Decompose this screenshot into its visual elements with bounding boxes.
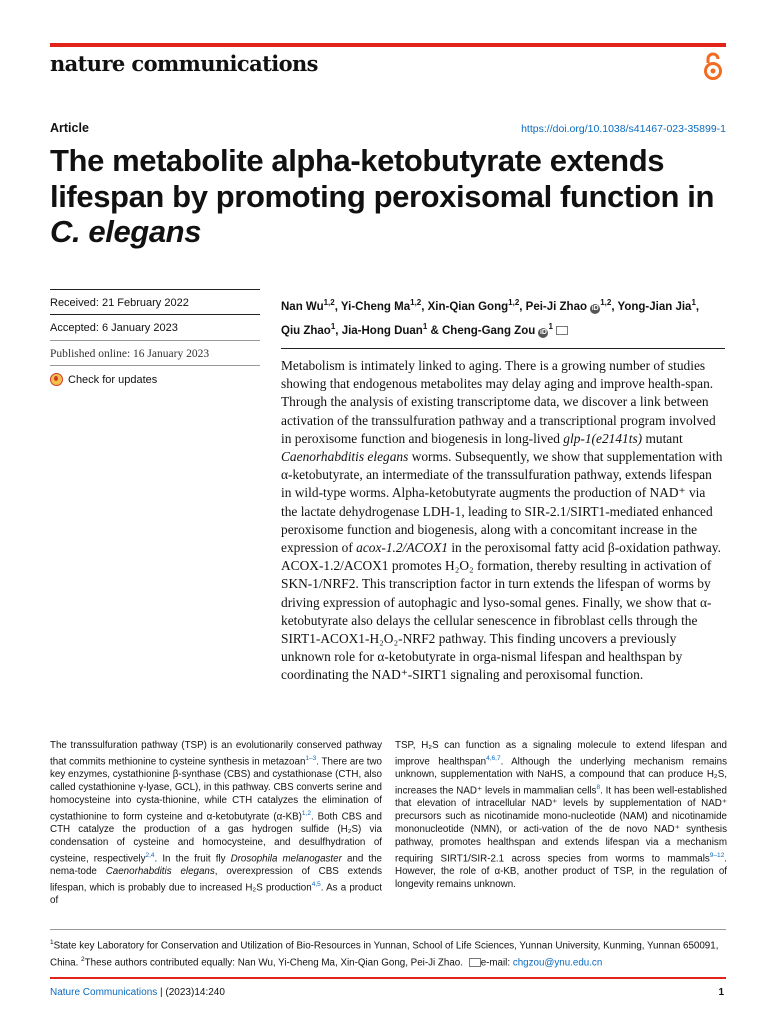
- author-name[interactable]: Jia-Hong Duan: [341, 324, 423, 337]
- citation-link[interactable]: 1–3: [305, 754, 317, 762]
- accepted-date: Accepted: 6 January 2023: [50, 314, 260, 334]
- abstract: Metabolism is intimately linked to aging. There is a growing number of studies showing that endogenous metabolites may delay aging and improve health-span. Through the analysis of existing transcriptome data, we discover a link between activation of the transsulfuration pathway and a transcriptional program involved in peroxisome function and biogenesis in long-lived glp-1(e2141ts) mutant Caenorhabditis elegans worms. Subsequently, we show that supplementation with α-ketobutyrate, an intermediate of the transsulfuration pathway, extends lifespan in wild-type worms. Alpha-ketobutyrate augments the production of NAD⁺ via the lactate dehydrogenase LDH-1, leading to SIR-2.1/SIRT1-mediated enhanced peroxisome function and biogenesis, along with a concomitant increase in the expression of acox-1.2/ACOX1 in the peroxisomal fatty acid β-oxidation pathway. ACOX-1.2/ACOX1 promotes H₂O₂ formation, thereby resulting in activation of SKN-1/NRF2. This transcription factor in turn extends the lifespan of worms by driving expression of autophagic and lyso-somal genes. Finally, we show that α-ketobutyrate also delays the cellular senescence in fibroblast cells through the SIRT1-ACOX1-H₂O₂-NRF2 pathway. This finding uncovers a previously unknown role for α-ketobutyrate in orga-nismal lifespan and healthspan by coordinating the NAD⁺-SIRT1 signaling and peroxisomal function.: [281, 348, 725, 685]
- open-access-icon: [702, 52, 724, 82]
- citation-link[interactable]: 2,4: [145, 851, 155, 859]
- body-column-right: TSP, H₂S can function as a signaling molecule to extend lifespan and improve healthspan$^{4,6,7}$. Although the underlying mechanism remains unknown, supplementation with NaHS, a compound that can produce H₂S, increases the NAD⁺ levels in mammalian cells$^8$. It has been well-established that elevation of intracellular NAD⁺ levels by supplementation of NAD⁺ precursors such as nicotinamide mono-nucleotide (NAM) and nicotinamide mononucleotide (NMN), or acti-vation of the de novo NAD⁺ synthesis pathway, promotes healthspan and extends lifespan via a mechanism requiring SIRT1/SIR-2.1 across species from worms to mammals$^{9-12}$. However, the role of α-KB, another product of TSP, in the regulation of longevity remains unknown.: [395, 740, 727, 890]
- check-updates-icon: [50, 373, 63, 386]
- article-type: Article: [50, 121, 89, 135]
- citation-link[interactable]: 4,5: [311, 880, 321, 888]
- footer-accent-bar: [50, 977, 726, 979]
- author-name[interactable]: Pei-Ji Zhao: [525, 300, 588, 313]
- title-species: C. elegans: [50, 214, 202, 249]
- check-updates-button[interactable]: [50, 365, 260, 386]
- journal-name[interactable]: nature communications: [50, 51, 318, 76]
- mail-icon: [469, 958, 481, 967]
- check-updates-label: Check for updates: [68, 373, 158, 386]
- affiliation-footnote: $^1$State key Laboratory for Conservation and Utilization of Bio-Resources in Yunnan, School of Life Sciences, Yunnan University, Kunming, Yunnan 650091, China. $^2$These authors contributed equally: Nan Wu, Yi-Cheng Ma, Xin-Qian Gong, Pei-Ji Zhao. e-mail: chgzou@ynu.edu.cn: [50, 929, 726, 971]
- author-name[interactable]: Cheng-Gang Zou: [441, 324, 536, 337]
- author-name[interactable]: Xin-Qian Gong: [427, 300, 509, 313]
- author-name[interactable]: Yi-Cheng Ma: [340, 300, 411, 313]
- received-date: Received: 21 February 2022: [50, 289, 260, 309]
- published-date: Published online: 16 January 2023: [50, 340, 260, 360]
- title-text: The metabolite alpha-ketobutyrate extends lifespan by promoting peroxisomal function in: [50, 143, 715, 214]
- orcid-icon[interactable]: iD: [591, 304, 599, 312]
- orcid-icon[interactable]: iD: [539, 328, 547, 336]
- citation-link[interactable]: 9–12: [709, 851, 725, 859]
- citation-link[interactable]: 8: [596, 783, 601, 791]
- author-name[interactable]: Nan Wu: [281, 300, 324, 313]
- body-column-left: The transsulfuration pathway (TSP) is an evolutionarily conserved pathway that commits methionine to cysteine synthesis in metazoan$^{1-3}$. There are two key enzymes, cystathionine β-synthase (CBS) and cystathionase (CTH, also called cystathionine γ-lyase, GCL), in this pathway. CBS converts serine and homocysteine into cysta-thionine, while CTH catalyzes the elimination of cystathionine to form cysteine and α-ketobutyrate (α-KB)$^{1,2}$. Both CBS and CTH catalyze the production of a gas hydrogen sulfide (H₂S) via condensation of cysteine and homocysteine, and desulfhydration of cysteine, respectively$^{2,4}$. In the fruit fly Drosophila melanogaster and the nema-tode Caenorhabditis elegans, overexpression of CBS extends lifespan, which is probably due to increased H₂S production$^{4,5}$. As a product of: [50, 740, 383, 907]
- author-list: Nan Wu$^{1,2}$, Yi-Cheng Ma$^{1,2}$, Xin-Qian Gong$^{1,2}$, Pei-Ji Zhao iD$^{1,2}$, Yong-Jian Jia$^1$, Qiu Zhao$^1$, Jia-Hong Duan$^1$ & Cheng-Gang Zou $iD^1$: [281, 298, 700, 337]
- email-link[interactable]: chgzou@ynu.edu.cn: [512, 957, 603, 969]
- page-number: 1: [718, 987, 724, 998]
- footer-citation: Nature Communications | (2023)14:240: [50, 987, 225, 998]
- top-accent-bar: [50, 43, 726, 47]
- mail-icon[interactable]: [556, 326, 568, 335]
- citation-link[interactable]: 4,6,7: [486, 754, 501, 762]
- article-title: [50, 143, 740, 250]
- author-name[interactable]: Qiu Zhao: [281, 324, 331, 337]
- citation-link[interactable]: 1,2: [301, 809, 311, 817]
- footer-journal-link[interactable]: Nature Communications: [50, 987, 158, 998]
- doi-link[interactable]: https://doi.org/10.1038/s41467-023-35899-1: [521, 123, 726, 135]
- author-name[interactable]: Yong-Jian Jia: [617, 300, 692, 313]
